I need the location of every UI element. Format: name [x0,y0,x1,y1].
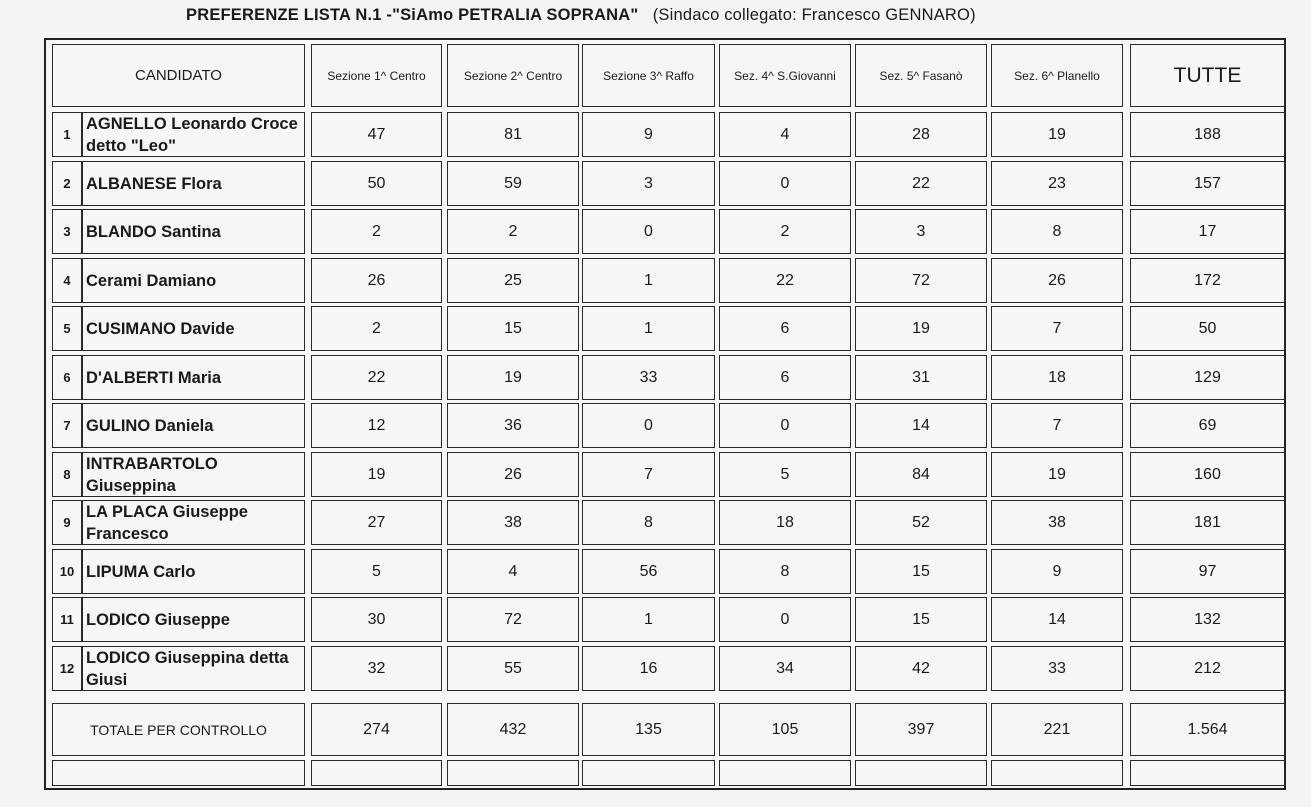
candidate-name: INTRABARTOLO Giuseppina [82,452,305,497]
row-number: 10 [52,549,82,594]
blank-cell [582,760,715,786]
candidate-name: D'ALBERTI Maria [82,355,305,400]
vote-cell: 0 [582,209,715,254]
blank-cell [991,760,1123,786]
preferences-table [44,38,1286,790]
row-number: 12 [52,646,82,691]
vote-cell: 16 [582,646,715,691]
header-col-2: Sezione 2^ Centro [447,44,579,107]
vote-cell: 19 [311,452,442,497]
vote-cell: 8 [991,209,1123,254]
vote-cell: 7 [991,403,1123,448]
total-cell: 274 [311,703,442,756]
row-number: 4 [52,258,82,303]
vote-cell: 26 [447,452,579,497]
vote-cell: 2 [447,209,579,254]
vote-cell: 30 [311,597,442,642]
vote-cell: 22 [719,258,851,303]
vote-cell: 5 [311,549,442,594]
vote-cell: 15 [855,597,987,642]
vote-cell: 8 [719,549,851,594]
vote-cell: 31 [855,355,987,400]
candidate-name: LA PLACA Giuseppe Francesco [82,500,305,545]
header-col-4: Sez. 4^ S.Giovanni [719,44,851,107]
vote-cell: 2 [311,209,442,254]
vote-cell: 9 [582,112,715,157]
vote-cell: 52 [855,500,987,545]
vote-cell: 9 [991,549,1123,594]
candidate-name: CUSIMANO Davide [82,306,305,351]
vote-cell: 19 [991,452,1123,497]
header-col-5: Sez. 5^ Fasanò [855,44,987,107]
vote-cell: 59 [447,161,579,206]
candidate-name: LODICO Giuseppina detta Giusi [82,646,305,691]
vote-cell: 5 [719,452,851,497]
vote-cell: 38 [447,500,579,545]
vote-cell: 33 [582,355,715,400]
blank-cell [1130,760,1285,786]
candidate-name: LIPUMA Carlo [82,549,305,594]
candidate-name: AGNELLO Leonardo Croce detto "Leo" [82,112,305,157]
vote-cell: 50 [311,161,442,206]
vote-cell: 8 [582,500,715,545]
vote-cell: 18 [719,500,851,545]
total-cell: 135 [582,703,715,756]
row-number: 2 [52,161,82,206]
blank-cell [855,760,987,786]
total-label: TOTALE PER CONTROLLO [52,703,305,756]
total-cell: 432 [447,703,579,756]
row-number: 11 [52,597,82,642]
vote-cell: 47 [311,112,442,157]
vote-cell: 7 [991,306,1123,351]
vote-cell: 97 [1130,549,1285,594]
vote-cell: 181 [1130,500,1285,545]
vote-cell: 14 [991,597,1123,642]
header-col-7: TUTTE [1130,44,1285,107]
candidate-name: Cerami Damiano [82,258,305,303]
vote-cell: 26 [311,258,442,303]
vote-cell: 0 [582,403,715,448]
vote-cell: 4 [447,549,579,594]
vote-cell: 38 [991,500,1123,545]
vote-cell: 0 [719,403,851,448]
vote-cell: 28 [855,112,987,157]
vote-cell: 15 [855,549,987,594]
vote-cell: 72 [855,258,987,303]
row-number: 7 [52,403,82,448]
vote-cell: 27 [311,500,442,545]
vote-cell: 172 [1130,258,1285,303]
vote-cell: 132 [1130,597,1285,642]
vote-cell: 19 [991,112,1123,157]
vote-cell: 4 [719,112,851,157]
candidate-name: LODICO Giuseppe [82,597,305,642]
vote-cell: 6 [719,355,851,400]
vote-cell: 23 [991,161,1123,206]
header-candidato: CANDIDATO [52,44,305,107]
vote-cell: 0 [719,597,851,642]
vote-cell: 19 [855,306,987,351]
vote-cell: 55 [447,646,579,691]
vote-cell: 26 [991,258,1123,303]
vote-cell: 32 [311,646,442,691]
row-number: 5 [52,306,82,351]
vote-cell: 72 [447,597,579,642]
vote-cell: 3 [855,209,987,254]
vote-cell: 160 [1130,452,1285,497]
blank-cell [52,760,305,786]
vote-cell: 1 [582,258,715,303]
vote-cell: 36 [447,403,579,448]
vote-cell: 212 [1130,646,1285,691]
vote-cell: 56 [582,549,715,594]
total-cell: 397 [855,703,987,756]
candidate-name: BLANDO Santina [82,209,305,254]
total-cell: 221 [991,703,1123,756]
vote-cell: 129 [1130,355,1285,400]
vote-cell: 22 [855,161,987,206]
blank-cell [719,760,851,786]
vote-cell: 50 [1130,306,1285,351]
vote-cell: 42 [855,646,987,691]
candidate-name: GULINO Daniela [82,403,305,448]
vote-cell: 15 [447,306,579,351]
vote-cell: 18 [991,355,1123,400]
document-title [186,6,1186,25]
blank-cell [447,760,579,786]
vote-cell: 0 [719,161,851,206]
header-col-3: Sezione 3^ Raffo [582,44,715,107]
title-sub: (Sindaco collegato: Francesco GENNARO) [652,6,976,24]
row-number: 6 [52,355,82,400]
vote-cell: 19 [447,355,579,400]
vote-cell: 33 [991,646,1123,691]
vote-cell: 12 [311,403,442,448]
vote-cell: 84 [855,452,987,497]
vote-cell: 2 [719,209,851,254]
total-cell: 1.564 [1130,703,1285,756]
vote-cell: 3 [582,161,715,206]
row-number: 8 [52,452,82,497]
vote-cell: 1 [582,597,715,642]
header-col-6: Sez. 6^ Planello [991,44,1123,107]
vote-cell: 2 [311,306,442,351]
vote-cell: 34 [719,646,851,691]
vote-cell: 7 [582,452,715,497]
total-cell: 105 [719,703,851,756]
title-main: PREFERENZE LISTA N.1 -"SiAmo PETRALIA SOPRANA" [186,6,639,24]
vote-cell: 25 [447,258,579,303]
candidate-name: ALBANESE Flora [82,161,305,206]
row-number: 9 [52,500,82,545]
vote-cell: 14 [855,403,987,448]
row-number: 1 [52,112,82,157]
vote-cell: 188 [1130,112,1285,157]
vote-cell: 69 [1130,403,1285,448]
vote-cell: 6 [719,306,851,351]
row-number: 3 [52,209,82,254]
header-col-1: Sezione 1^ Centro [311,44,442,107]
blank-cell [311,760,442,786]
vote-cell: 157 [1130,161,1285,206]
vote-cell: 17 [1130,209,1285,254]
vote-cell: 22 [311,355,442,400]
vote-cell: 81 [447,112,579,157]
vote-cell: 1 [582,306,715,351]
